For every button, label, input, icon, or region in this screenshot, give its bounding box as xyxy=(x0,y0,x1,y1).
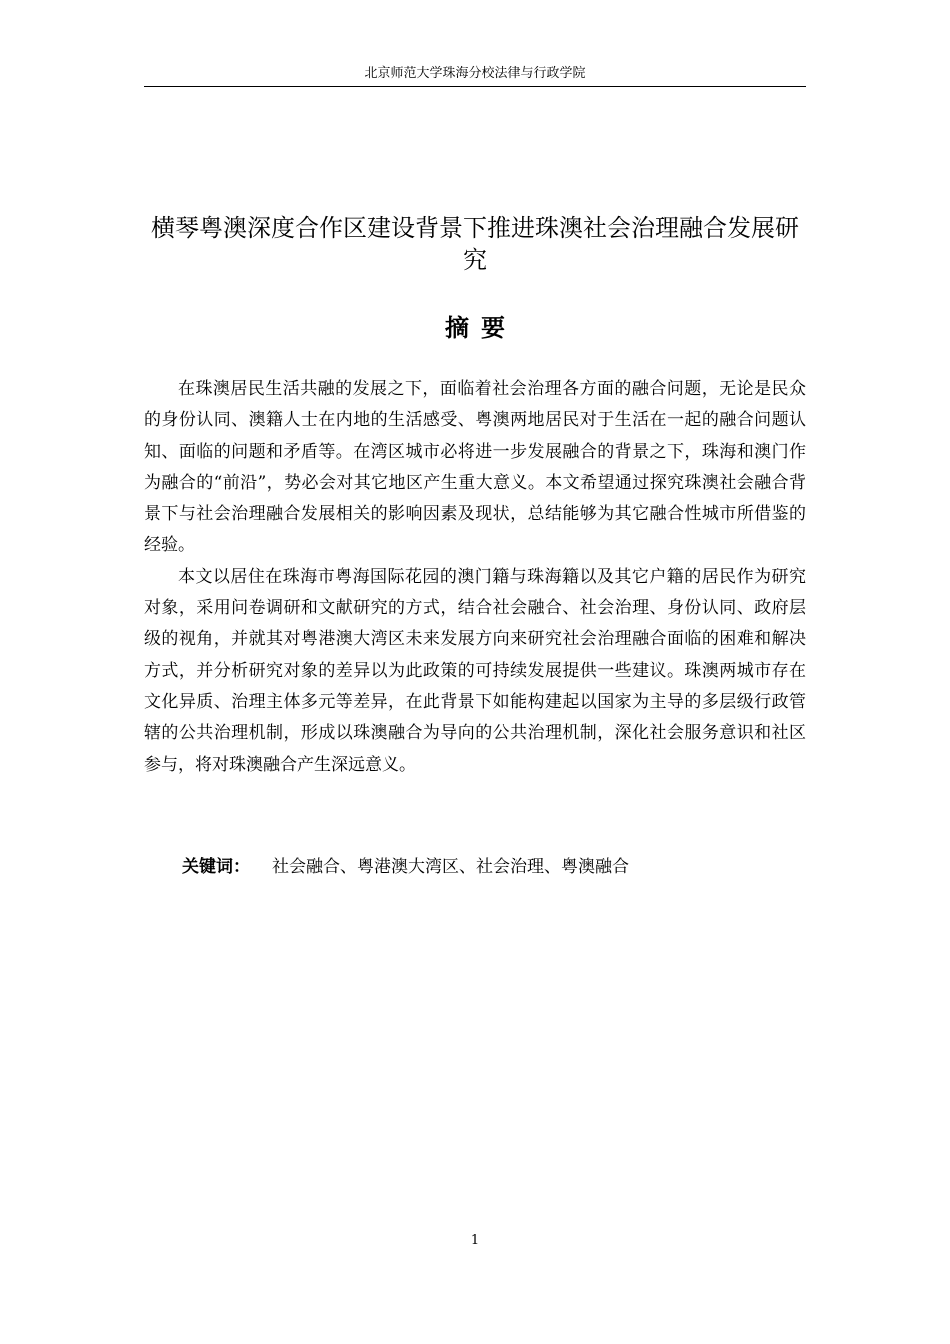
paper-title: 横琴粤澳深度合作区建设背景下推进珠澳社会治理融合发展研究 xyxy=(151,214,799,274)
abstract-heading: 摘要 xyxy=(445,314,517,342)
keywords-value: 社会融合、粤港澳大湾区、社会治理、粤澳融合 xyxy=(272,857,629,877)
header-institution: 北京师范大学珠海分校法律与行政学院 xyxy=(364,66,586,81)
abstract-paragraph-1: 在珠澳居民生活共融的发展之下，面临着社会治理各方面的融合问题，无论是民众的身份认同、澳籍人士在内地的生活感受、粤澳两地居民对于生活在一起的融合问题认知、面临的问题和矛盾等。在湾区城市必将进一步发展融合的背景之下，珠海和澳门作为融合的“前沿”，势必会对其它地区产生重大意义。本文希望通过探究珠澳社会融合背景下与社会治理融合发展相关的影响因素及现状，总结能够为其它融合性城市所借鉴的经验。 xyxy=(144,379,806,556)
keywords xyxy=(182,852,806,883)
page-number: 1 xyxy=(470,1233,480,1248)
running-header xyxy=(144,64,806,87)
abstract-paragraph-2: 本文以居住在珠海市粤海国际花园的澳门籍与珠海籍以及其它户籍的居民作为研究对象，采用问卷调研和文献研究的方式，结合社会融合、社会治理、身份认同、政府层级的视角，并就其对粤港澳大湾区未来发展方向来研究社会治理融合面临的困难和解决方式，并分析研究对象的差异以为此政策的可持续发展提供一些建议。珠澳两城市存在文化异质、治理主体多元等差异，在此背景下如能构建起以国家为主导的多层级行政管辖的公共治理机制，形成以珠澳融合为导向的公共治理机制，深化社会服务意识和社区参与，将对珠澳融合产生深远意义。 xyxy=(144,566,806,775)
keywords-label: 关键词： xyxy=(182,857,250,877)
abstract-body xyxy=(144,374,806,781)
